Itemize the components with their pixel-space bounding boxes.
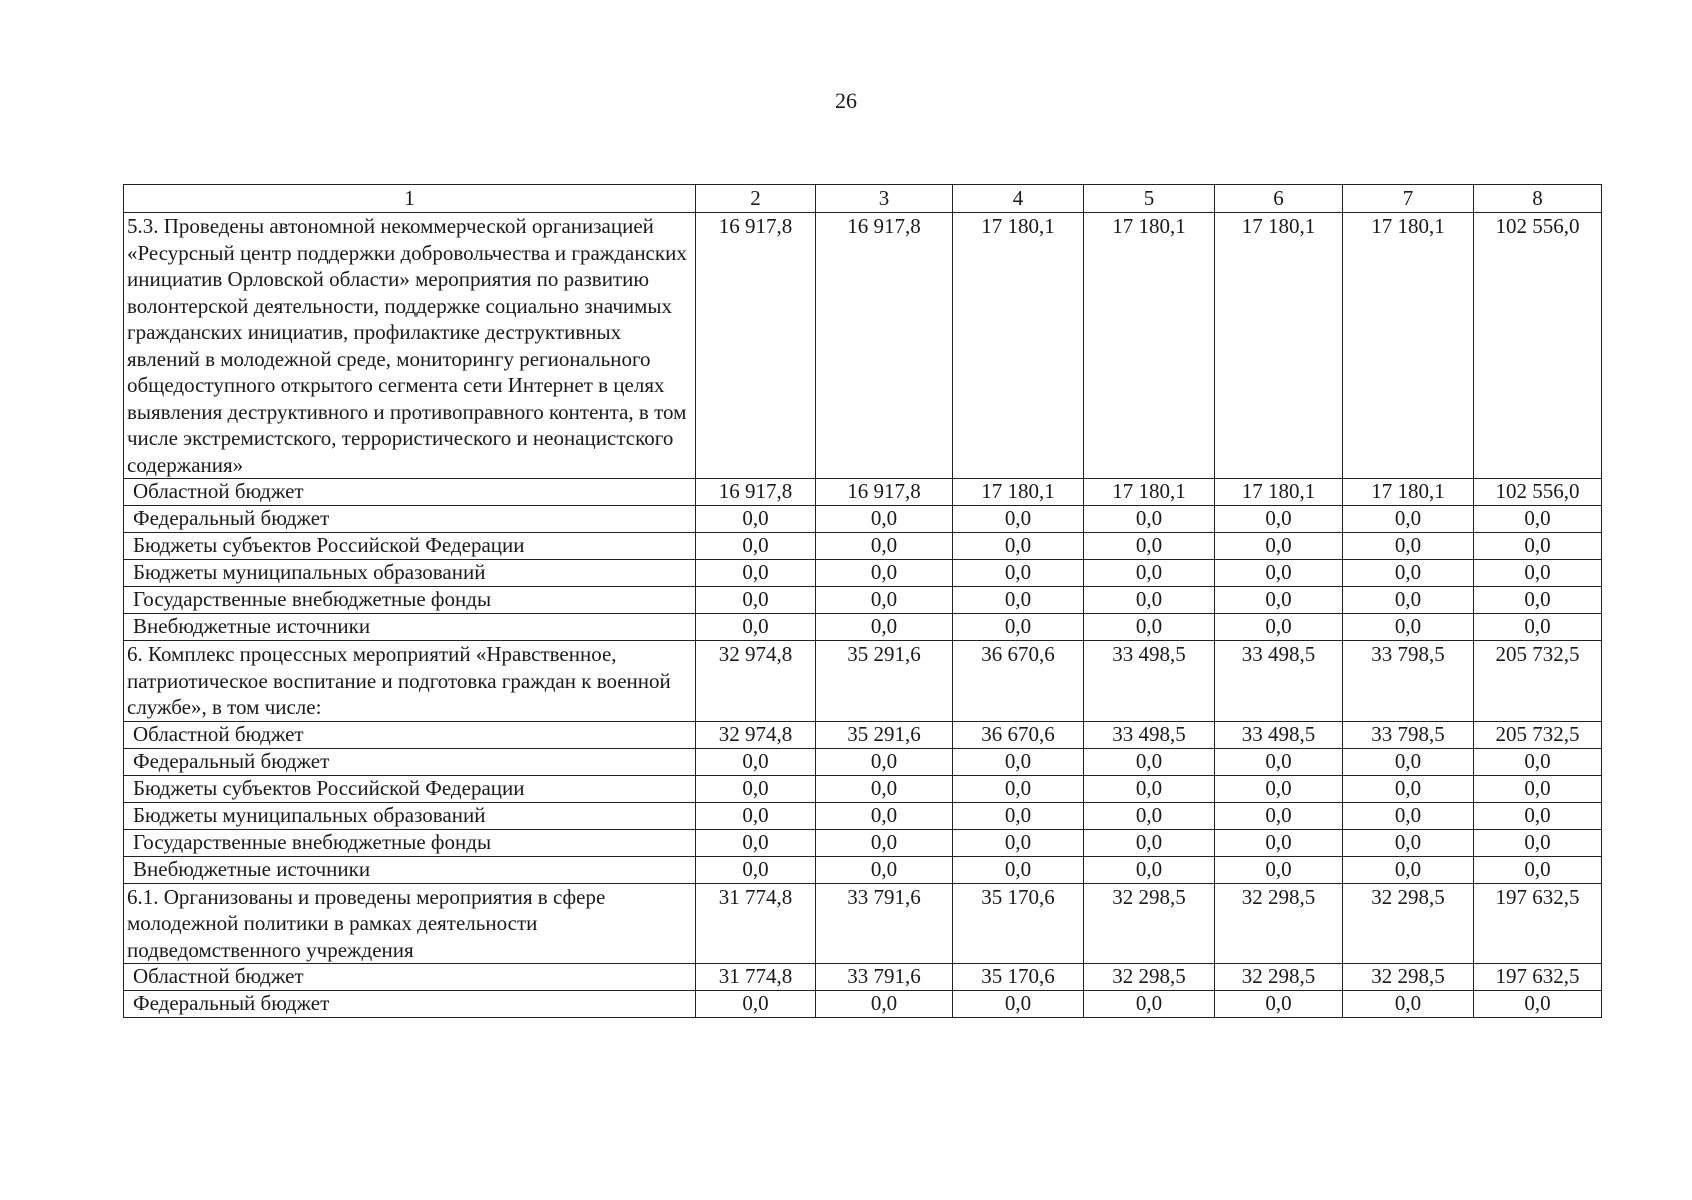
cell-value: 35 170,6 <box>953 964 1084 991</box>
cell-value: 0,0 <box>1084 560 1215 587</box>
cell-value: 0,0 <box>816 614 953 641</box>
cell-value: 0,0 <box>1215 748 1343 775</box>
cell-value: 17 180,1 <box>1215 479 1343 506</box>
row-label: 5.3. Проведены автономной некоммерческой организацией «Ресурсный центр поддержки добровольчества и гражданских инициатив Орловской области» мероприятия по развитию волонтерской деятельности, поддержке социально значимых гражданских инициатив, профилактике деструктивных явлений в молодежной среде, мониторингу регионального общедоступного открытого сегмента сети Интернет в целях выявления деструктивного и противоправного контента, в том числе экстремистского, террористического и неонацистского содержания» <box>124 213 696 479</box>
cell-value: 32 974,8 <box>696 641 816 722</box>
cell-value: 17 180,1 <box>1215 213 1343 479</box>
cell-value: 33 791,6 <box>816 964 953 991</box>
column-header: 1 <box>124 185 696 213</box>
row-label: Федеральный бюджет <box>124 506 696 533</box>
cell-value: 0,0 <box>696 560 816 587</box>
cell-value: 0,0 <box>1474 560 1602 587</box>
table-row <box>124 479 1602 506</box>
cell-value: 35 170,6 <box>953 883 1084 964</box>
cell-value: 17 180,1 <box>953 479 1084 506</box>
table-row <box>124 883 1602 964</box>
cell-value: 0,0 <box>1084 614 1215 641</box>
cell-value: 0,0 <box>1084 775 1215 802</box>
row-label: Областной бюджет <box>124 479 696 506</box>
cell-value: 0,0 <box>1215 587 1343 614</box>
cell-value: 0,0 <box>1215 775 1343 802</box>
cell-value: 0,0 <box>1084 587 1215 614</box>
table-row <box>124 721 1602 748</box>
cell-value: 0,0 <box>1215 533 1343 560</box>
cell-value: 0,0 <box>1215 829 1343 856</box>
cell-value: 0,0 <box>696 587 816 614</box>
column-header: 4 <box>953 185 1084 213</box>
cell-value: 32 298,5 <box>1215 964 1343 991</box>
cell-value: 0,0 <box>1343 775 1474 802</box>
cell-value: 0,0 <box>1084 506 1215 533</box>
cell-value: 0,0 <box>1474 829 1602 856</box>
cell-value: 0,0 <box>953 533 1084 560</box>
budget-table <box>123 184 1602 1018</box>
cell-value: 0,0 <box>1474 775 1602 802</box>
cell-value: 0,0 <box>1343 991 1474 1018</box>
table-row <box>124 587 1602 614</box>
cell-value: 17 180,1 <box>1084 479 1215 506</box>
cell-value: 205 732,5 <box>1474 721 1602 748</box>
cell-value: 32 298,5 <box>1215 883 1343 964</box>
cell-value: 35 291,6 <box>816 721 953 748</box>
cell-value: 0,0 <box>1474 614 1602 641</box>
cell-value: 102 556,0 <box>1474 213 1602 479</box>
cell-value: 0,0 <box>953 802 1084 829</box>
cell-value: 102 556,0 <box>1474 479 1602 506</box>
cell-value: 32 974,8 <box>696 721 816 748</box>
cell-value: 16 917,8 <box>816 213 953 479</box>
cell-value: 0,0 <box>1343 802 1474 829</box>
cell-value: 0,0 <box>1215 856 1343 883</box>
cell-value: 33 498,5 <box>1084 641 1215 722</box>
cell-value: 197 632,5 <box>1474 883 1602 964</box>
row-label: Внебюджетные источники <box>124 856 696 883</box>
page-number: 26 <box>835 88 857 113</box>
cell-value: 17 180,1 <box>953 213 1084 479</box>
row-label: Государственные внебюджетные фонды <box>124 587 696 614</box>
cell-value: 0,0 <box>1215 506 1343 533</box>
cell-value: 0,0 <box>816 533 953 560</box>
table-row <box>124 964 1602 991</box>
cell-value: 0,0 <box>953 560 1084 587</box>
cell-value: 0,0 <box>1215 560 1343 587</box>
cell-value: 0,0 <box>696 614 816 641</box>
row-label: Бюджеты муниципальных образований <box>124 560 696 587</box>
cell-value: 36 670,6 <box>953 721 1084 748</box>
row-label: Федеральный бюджет <box>124 991 696 1018</box>
row-label: Бюджеты субъектов Российской Федерации <box>124 533 696 560</box>
cell-value: 0,0 <box>953 614 1084 641</box>
cell-value: 33 791,6 <box>816 883 953 964</box>
cell-value: 0,0 <box>1474 856 1602 883</box>
cell-value: 0,0 <box>1084 748 1215 775</box>
cell-value: 31 774,8 <box>696 964 816 991</box>
row-label: Внебюджетные источники <box>124 614 696 641</box>
cell-value: 0,0 <box>1084 856 1215 883</box>
cell-value: 0,0 <box>696 829 816 856</box>
cell-value: 0,0 <box>1343 748 1474 775</box>
cell-value: 0,0 <box>816 587 953 614</box>
table-row <box>124 533 1602 560</box>
cell-value: 31 774,8 <box>696 883 816 964</box>
row-label: 6.1. Организованы и проведены мероприятия в сфере молодежной политики в рамках деятельности подведомственного учреждения <box>124 883 696 964</box>
table-header-row <box>124 185 1602 213</box>
cell-value: 0,0 <box>1084 991 1215 1018</box>
cell-value: 0,0 <box>696 748 816 775</box>
cell-value: 197 632,5 <box>1474 964 1602 991</box>
column-header: 5 <box>1084 185 1215 213</box>
cell-value: 0,0 <box>816 775 953 802</box>
cell-value: 33 498,5 <box>1084 721 1215 748</box>
cell-value: 32 298,5 <box>1084 883 1215 964</box>
table-row <box>124 641 1602 722</box>
row-label: Бюджеты субъектов Российской Федерации <box>124 775 696 802</box>
table-row <box>124 506 1602 533</box>
cell-value: 0,0 <box>1343 533 1474 560</box>
cell-value: 0,0 <box>1343 506 1474 533</box>
cell-value: 33 498,5 <box>1215 721 1343 748</box>
cell-value: 0,0 <box>816 802 953 829</box>
cell-value: 16 917,8 <box>696 479 816 506</box>
cell-value: 0,0 <box>1084 802 1215 829</box>
cell-value: 0,0 <box>1474 991 1602 1018</box>
cell-value: 0,0 <box>696 802 816 829</box>
cell-value: 36 670,6 <box>953 641 1084 722</box>
row-label: 6. Комплекс процессных мероприятий «Нравственное, патриотическое воспитание и подготовка граждан к военной службе», в том числе: <box>124 641 696 722</box>
cell-value: 0,0 <box>1084 533 1215 560</box>
cell-value: 17 180,1 <box>1343 213 1474 479</box>
row-label: Областной бюджет <box>124 721 696 748</box>
cell-value: 32 298,5 <box>1343 883 1474 964</box>
cell-value: 35 291,6 <box>816 641 953 722</box>
cell-value: 0,0 <box>953 587 1084 614</box>
column-header: 8 <box>1474 185 1602 213</box>
row-label: Областной бюджет <box>124 964 696 991</box>
cell-value: 33 498,5 <box>1215 641 1343 722</box>
cell-value: 0,0 <box>1474 533 1602 560</box>
cell-value: 0,0 <box>953 506 1084 533</box>
cell-value: 0,0 <box>816 991 953 1018</box>
cell-value: 0,0 <box>1215 802 1343 829</box>
cell-value: 0,0 <box>696 991 816 1018</box>
cell-value: 0,0 <box>1084 829 1215 856</box>
cell-value: 0,0 <box>816 560 953 587</box>
cell-value: 0,0 <box>1474 506 1602 533</box>
row-label: Бюджеты муниципальных образований <box>124 802 696 829</box>
cell-value: 0,0 <box>1343 829 1474 856</box>
cell-value: 33 798,5 <box>1343 641 1474 722</box>
cell-value: 0,0 <box>1343 614 1474 641</box>
column-header: 6 <box>1215 185 1343 213</box>
table-row <box>124 560 1602 587</box>
cell-value: 0,0 <box>696 775 816 802</box>
column-header: 2 <box>696 185 816 213</box>
cell-value: 0,0 <box>953 829 1084 856</box>
table-row <box>124 213 1602 479</box>
cell-value: 0,0 <box>696 506 816 533</box>
column-header: 3 <box>816 185 953 213</box>
cell-value: 0,0 <box>953 856 1084 883</box>
table-row <box>124 991 1602 1018</box>
cell-value: 0,0 <box>1343 560 1474 587</box>
table-row <box>124 614 1602 641</box>
cell-value: 0,0 <box>953 775 1084 802</box>
cell-value: 16 917,8 <box>816 479 953 506</box>
cell-value: 0,0 <box>1215 614 1343 641</box>
table-row <box>124 775 1602 802</box>
cell-value: 0,0 <box>696 856 816 883</box>
cell-value: 0,0 <box>953 991 1084 1018</box>
cell-value: 33 798,5 <box>1343 721 1474 748</box>
cell-value: 0,0 <box>816 506 953 533</box>
table-row <box>124 748 1602 775</box>
cell-value: 32 298,5 <box>1343 964 1474 991</box>
cell-value: 0,0 <box>1474 748 1602 775</box>
cell-value: 17 180,1 <box>1343 479 1474 506</box>
cell-value: 16 917,8 <box>696 213 816 479</box>
cell-value: 0,0 <box>1474 587 1602 614</box>
row-label: Федеральный бюджет <box>124 748 696 775</box>
cell-value: 0,0 <box>953 748 1084 775</box>
table-row <box>124 802 1602 829</box>
cell-value: 0,0 <box>816 748 953 775</box>
cell-value: 0,0 <box>816 829 953 856</box>
cell-value: 0,0 <box>816 856 953 883</box>
cell-value: 0,0 <box>696 533 816 560</box>
table-row <box>124 829 1602 856</box>
cell-value: 205 732,5 <box>1474 641 1602 722</box>
column-header: 7 <box>1343 185 1474 213</box>
cell-value: 32 298,5 <box>1084 964 1215 991</box>
cell-value: 0,0 <box>1343 587 1474 614</box>
table-row <box>124 856 1602 883</box>
cell-value: 0,0 <box>1474 802 1602 829</box>
cell-value: 0,0 <box>1215 991 1343 1018</box>
cell-value: 17 180,1 <box>1084 213 1215 479</box>
cell-value: 0,0 <box>1343 856 1474 883</box>
row-label: Государственные внебюджетные фонды <box>124 829 696 856</box>
